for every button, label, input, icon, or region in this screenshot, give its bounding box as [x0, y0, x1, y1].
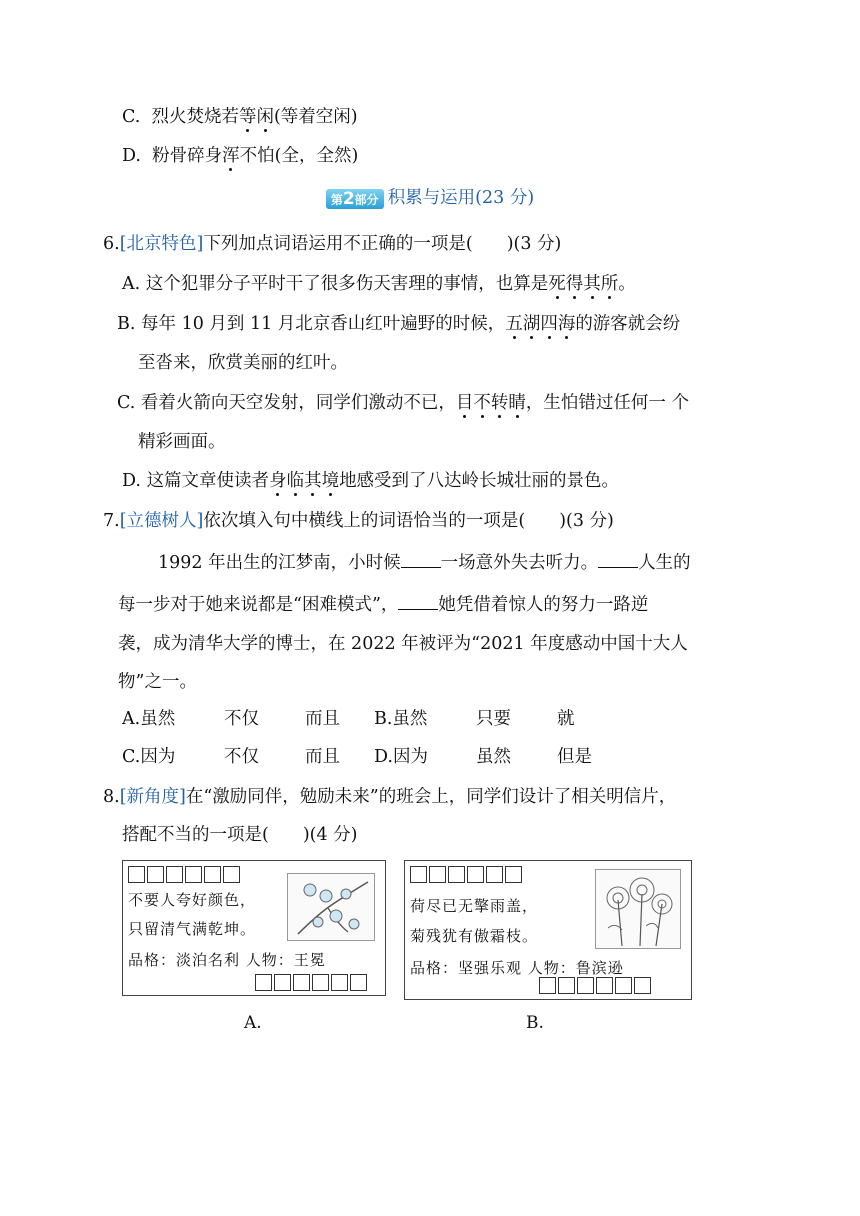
q7-option-d: D.因为 虽然 但是	[374, 747, 592, 767]
q5-option-c: C. 烈火焚烧若等闲(等着空闲)	[122, 107, 358, 127]
q6-option-b-cont: 至沓来，欣赏美丽的红叶。	[138, 353, 348, 373]
dotted-char: 浑	[222, 146, 240, 166]
q7-option-c: C.因为 不仅 而且	[122, 747, 340, 767]
postcard-a-line3: 品格：淡泊名利 人物：王冕	[128, 951, 326, 969]
postcard-a-line2: 只留清气满乾坤。	[128, 920, 257, 938]
q6-option-d: D. 这篇文章使读者身临其境地感受到了八达岭长城壮丽的景色。	[122, 471, 620, 491]
postcard-b-line2: 菊残犹有傲霜枝。	[410, 927, 539, 945]
q6-option-c: C. 看着火箭向天空发射，同学们激动不已，目不转睛，生怕错过任何一 个	[117, 393, 689, 413]
postcard-a-caption: A.	[244, 1013, 262, 1033]
q8-tag: [新角度]	[119, 787, 186, 807]
section-badge: 第2部分	[326, 189, 384, 209]
q6-tag: [北京特色]	[119, 234, 204, 254]
fill-blank	[598, 549, 638, 568]
section-header	[0, 185, 860, 211]
q7-passage-3: 袭，成为清华大学的博士，在 2022 年被评为“2021 年度感动中国十大人	[118, 634, 688, 654]
q7-passage-1: 1992 年出生的江梦南，小时候 一场意外失去听力。 人生的	[158, 549, 691, 575]
plum-blossom-icon	[287, 873, 375, 941]
postcard-b-caption: B.	[526, 1013, 544, 1033]
chrysanthemum-icon	[595, 869, 681, 949]
postcode-boxes	[255, 974, 367, 991]
postcard-b	[404, 860, 692, 1000]
q7-option-b: B.虽然 只要 就	[374, 709, 575, 729]
q6-option-b: B. 每年 10 月到 11 月北京香山红叶遍野的时候，五湖四海的游客就会纷	[117, 314, 681, 334]
q6-option-c-cont: 精彩画面。	[138, 432, 226, 452]
postcard-a-line1: 不要人夸好颜色，	[128, 891, 257, 909]
q7-passage-4: 物”之一。	[118, 672, 197, 692]
section-title: 积累与运用(23 分)	[387, 188, 535, 208]
postcard-a	[122, 860, 386, 996]
q6-stem: 6.[北京特色]下列加点词语运用不正确的一项是( )(3 分)	[103, 234, 562, 254]
q7-option-a: A.虽然 不仅 而且	[122, 709, 340, 729]
postcode-boxes	[539, 977, 651, 994]
q7-passage-2: 每一步对于她来说都是“困难模式”， 她凭借着惊人的努力一路逆	[118, 591, 648, 617]
postcode-boxes	[410, 866, 522, 883]
fill-blank	[401, 549, 441, 568]
q5-option-d: D. 粉骨碎身浑不怕(全，全然)	[122, 146, 359, 166]
postcard-b-line1: 荷尽已无擎雨盖，	[410, 897, 539, 915]
postcard-b-line3: 品格：坚强乐观 人物：鲁滨逊	[410, 959, 624, 977]
q7-tag: [立德树人]	[119, 511, 204, 531]
dotted-char: 等	[238, 107, 257, 127]
q8-stem-cont: 搭配不当的一项是( )(4 分)	[122, 825, 358, 845]
fill-blank	[398, 591, 438, 610]
dotted-char: 闲	[256, 107, 274, 127]
q7-stem: 7.[立德树人]依次填入句中横线上的词语恰当的一项是( )(3 分)	[103, 511, 614, 531]
postcode-boxes	[128, 866, 240, 883]
q8-stem: 8.[新角度]在“激励同伴，勉励未来”的班会上，同学们设计了相关明信片，	[103, 787, 677, 807]
q6-option-a: A. 这个犯罪分子平时干了很多伤天害理的事情，也算是死得其所。	[122, 274, 636, 294]
